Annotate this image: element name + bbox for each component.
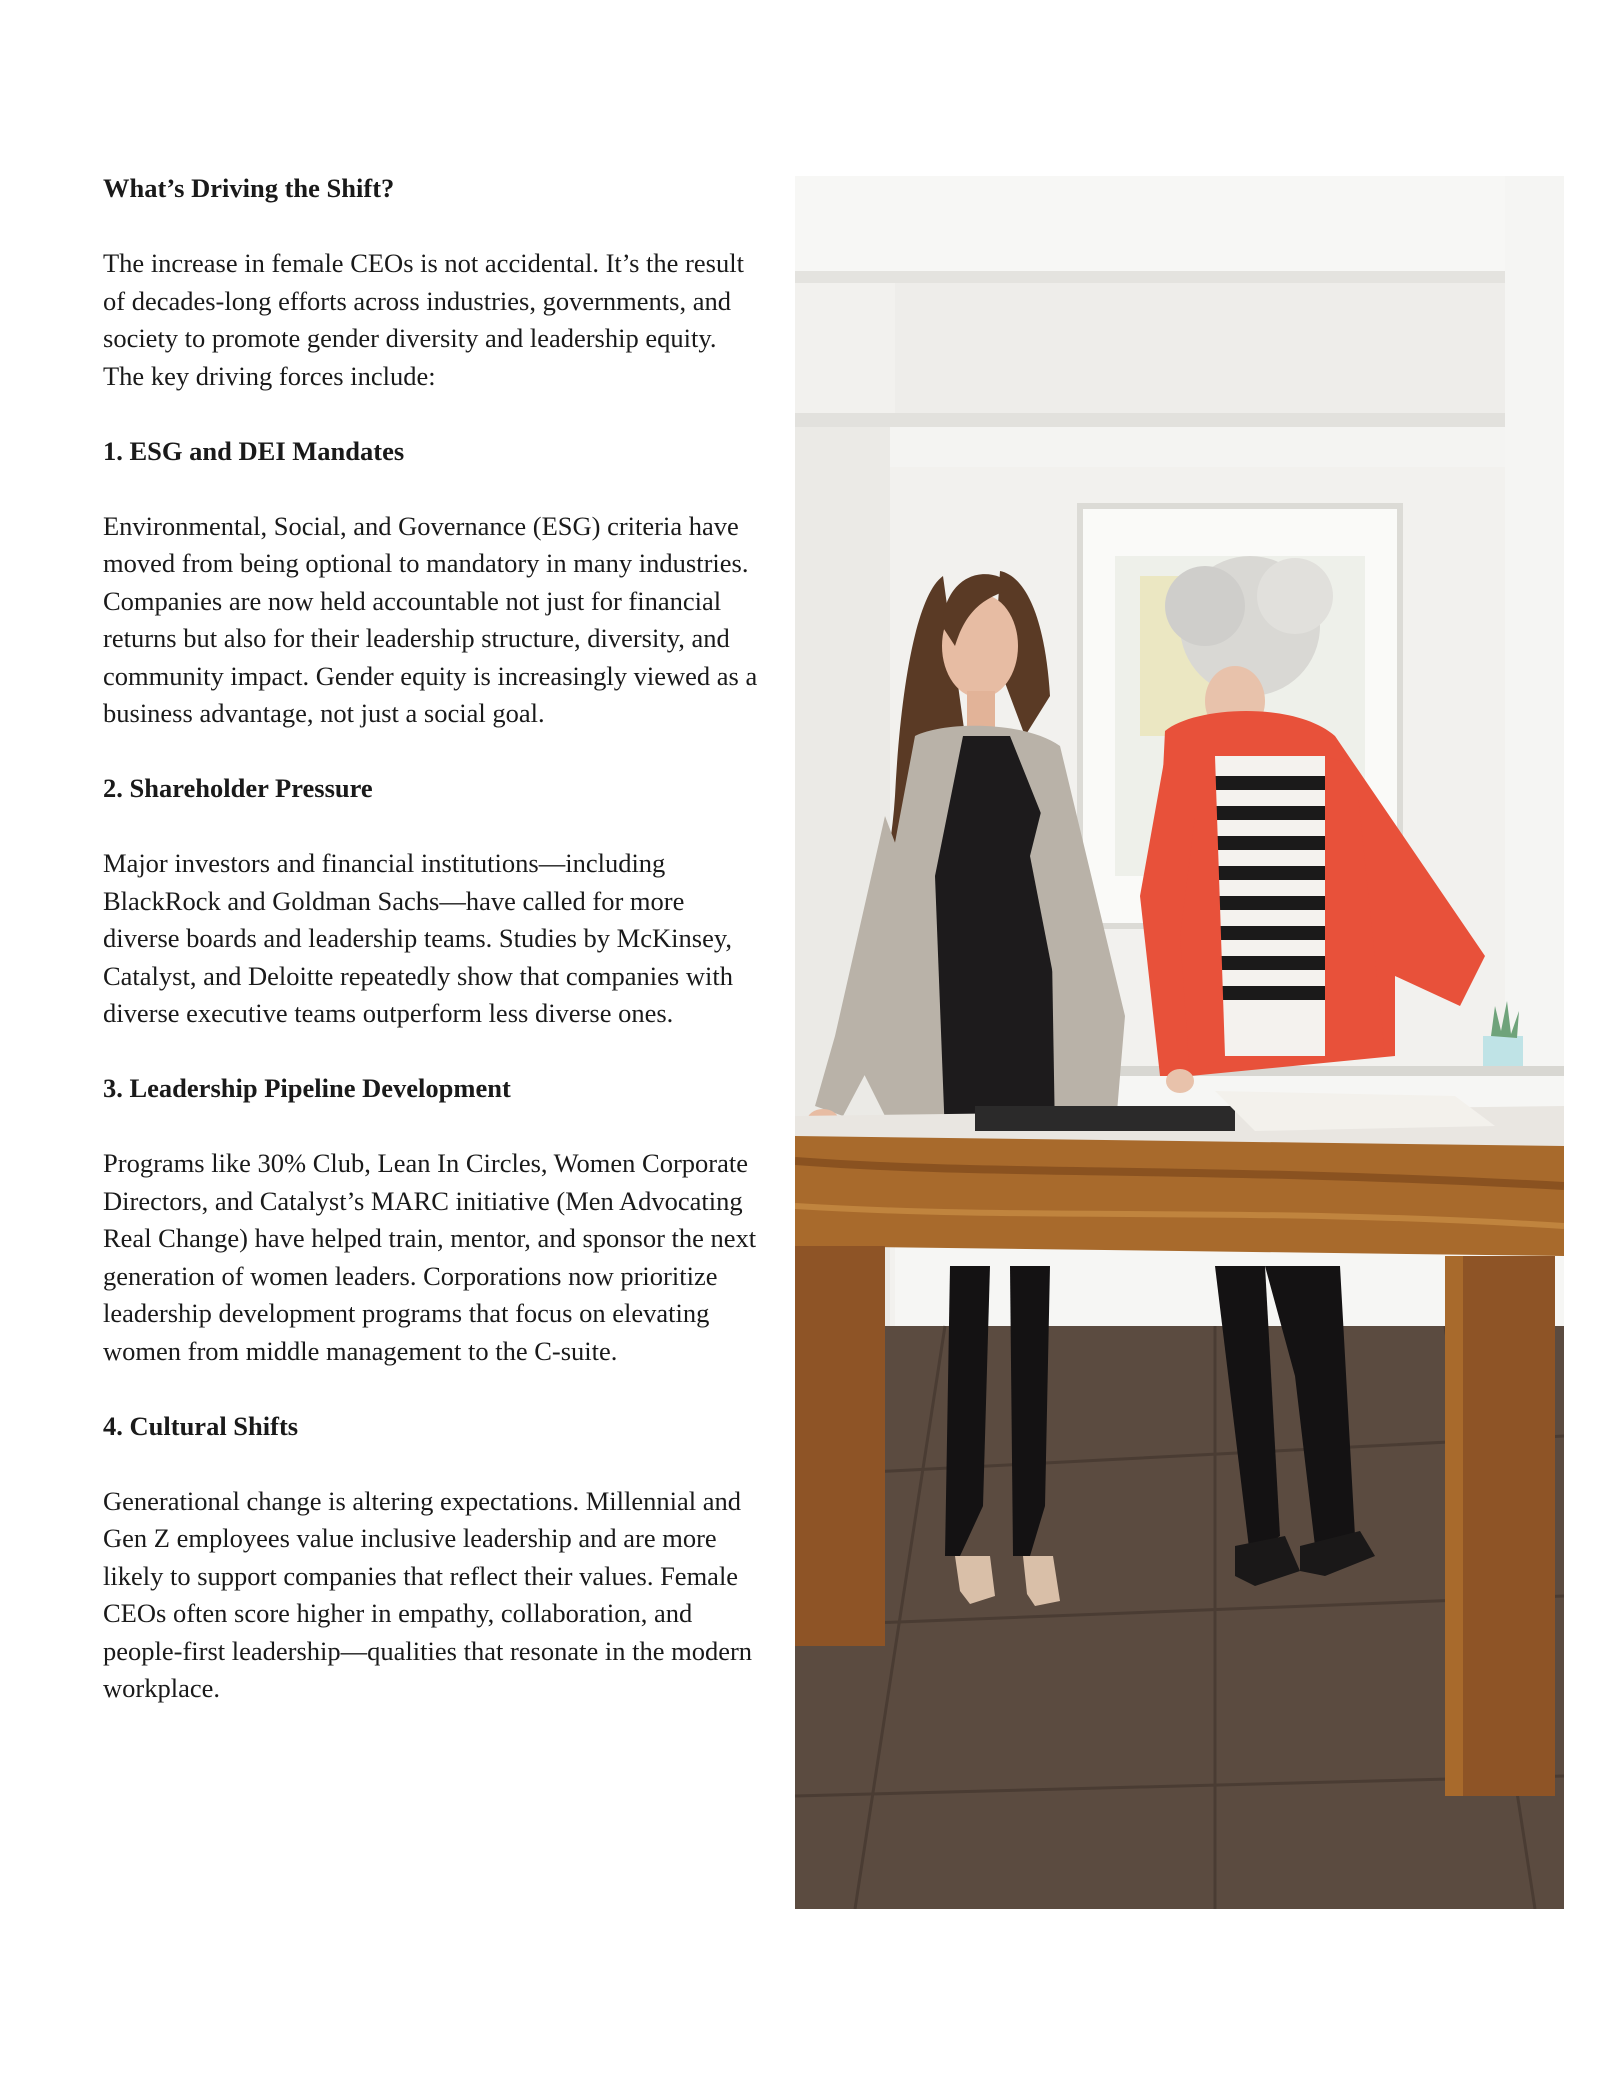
paragraph-cultural: Generational change is altering expectations. Millennial and Gen Z employees value inclusive leadership and are more likely to support companies that reflect their values. Female CEOs often score higher in empathy, collaboration, and people-first leadership—qualities that resonate in the modern workplace.	[103, 1485, 753, 1703]
paragraph-shareholder: Major investors and financial institutions—including BlackRock and Goldman Sachs—have called for more diverse boards and leadership teams. Studies by McKinsey, Catalyst, and Deloitte repeatedly show that companies with diverse executive teams outperform less diverse ones.	[103, 848, 733, 1028]
section-heading-pipeline: 3. Leadership Pipeline Development	[103, 1073, 511, 1103]
office-photo	[795, 176, 1564, 1909]
section-heading-esg: 1. ESG and DEI Mandates	[103, 435, 405, 466]
paragraph-pipeline: Programs like 30% Club, Lean In Circles, Women Corporate Directors, and Catalyst’s MARC initiative (Men Advocating Real Change) have helped train, mentor, and sponsor the next generation of women leaders. Corporations now prioritize leadership development programs that focus on elevating women from middle management to the C-suite.	[103, 1148, 757, 1366]
section-heading-cultural: 4. Cultural Shifts	[103, 1410, 299, 1441]
section-heading-shareholder: 2. Shareholder Pressure	[103, 773, 373, 803]
photo-illustration	[795, 176, 1564, 1909]
paragraph-esg: Environmental, Social, and Governance (ESG) criteria have moved from being optional to mandatory in many industries. Companies are now held accountable not just for financial returns but also for their leadership structure, diversity, and community impact. Gender equity is increasingly viewed as a business advantage, not just a social goal.	[103, 510, 758, 728]
article-text-column	[103, 170, 763, 1745]
paragraph-intro: The increase in female CEOs is not accidental. It’s the result of decades-long efforts across industries, governments, and society to promote gender diversity and leadership equity. The key driving forces include:	[103, 248, 744, 391]
section-heading-intro: What’s Driving the Shift?	[103, 173, 395, 203]
